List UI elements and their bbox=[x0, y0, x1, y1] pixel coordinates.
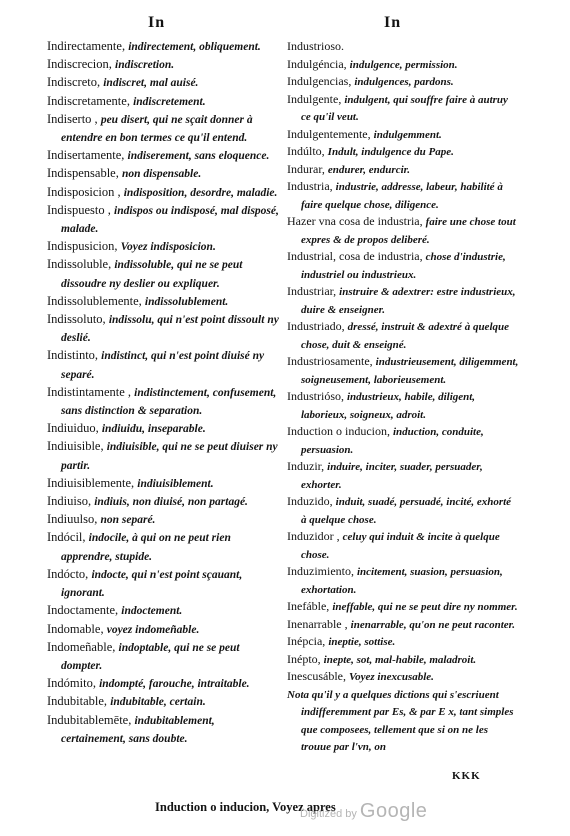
dictionary-entry bbox=[47, 347, 279, 383]
entry-headword: Indiuulso, bbox=[47, 512, 101, 527]
dictionary-entry bbox=[47, 675, 279, 693]
entry-headword: Inefáble, bbox=[287, 599, 333, 613]
dictionary-entry bbox=[47, 529, 279, 565]
entry-headword: Indispuesto , bbox=[47, 202, 115, 217]
entry-translation: indiserement, sans eloquence. bbox=[127, 150, 270, 163]
entry-translation: indoptable, qui ne se peut dompter. bbox=[61, 641, 240, 672]
entry-headword: Inépcia, bbox=[287, 634, 329, 648]
entry-translation: induit, suadé, persuadé, incité, exhorté à quelque chose. bbox=[301, 496, 512, 526]
entry-headword: Industrial, cosa de industria, bbox=[287, 249, 426, 263]
entry-headword: Inescusáble, bbox=[287, 669, 349, 683]
entry-headword: Indispusicion, bbox=[47, 239, 121, 254]
entry-translation: indubitablement, certainement, sans doubte. bbox=[61, 714, 215, 745]
dictionary-entry bbox=[47, 165, 279, 183]
entry-translation: faire une chose tout expres & de propos deliberé. bbox=[301, 216, 516, 246]
dictionary-entry bbox=[287, 161, 519, 179]
entry-translation: Voyez inexcusable. bbox=[348, 671, 434, 683]
entry-headword: Indulgéncia, bbox=[287, 56, 350, 71]
entry-translation: peu disert, qui ne sçait donner à entendre en bon termes ce qu'il entend. bbox=[61, 113, 253, 145]
entry-translation: incitement, suasion, persuasion, exhortation. bbox=[301, 566, 503, 596]
entry-headword: Industriado, bbox=[287, 319, 348, 333]
entry-headword: Inenarrable , bbox=[287, 616, 351, 631]
entry-headword: Indubitable, bbox=[47, 694, 111, 709]
entry-translation: indisposition, desordre, maladie. bbox=[123, 186, 278, 199]
dictionary-entry bbox=[47, 202, 279, 238]
entry-translation: induction, conduite, persuasion. bbox=[301, 426, 484, 456]
dictionary-entry bbox=[47, 566, 279, 602]
dictionary-entry bbox=[287, 598, 519, 616]
dictionary-entry bbox=[47, 38, 279, 56]
entry-translation: indiuisiblement. bbox=[137, 477, 214, 490]
entry-headword: Induzimiento, bbox=[287, 564, 357, 578]
entry-headword: Indiscretamente, bbox=[47, 93, 134, 108]
entry-headword: Induction o inducion, bbox=[287, 424, 393, 438]
entry-headword: Indistinto, bbox=[47, 348, 102, 363]
entry-headword: Indisertamente, bbox=[47, 148, 128, 163]
entry-headword: Indulgentemente, bbox=[287, 126, 374, 141]
entry-headword: Indissoluto, bbox=[47, 312, 109, 327]
dictionary-entry bbox=[47, 147, 279, 165]
entry-headword: Indiscreto, bbox=[47, 75, 104, 90]
entry-translation: indiuisible, qui ne se peut diuiser ny partir. bbox=[61, 441, 278, 472]
entry-translation: industrieusement, diligemment, soigneusement, laborieusement. bbox=[301, 356, 519, 386]
entry-translation: chose d'industrie, industriel ou industrieux. bbox=[301, 251, 506, 281]
entry-headword: Indócil, bbox=[47, 530, 89, 545]
entry-translation: indoctement. bbox=[121, 605, 183, 618]
entry-headword: Indoctamente, bbox=[47, 603, 122, 618]
digitized-watermark bbox=[300, 800, 427, 823]
dictionary-entry bbox=[287, 388, 519, 423]
entry-translation: ineptie, sottise. bbox=[328, 636, 396, 648]
entry-translation: indissolu, qui n'est point dissoult ny deslié. bbox=[61, 314, 279, 345]
dictionary-entry bbox=[47, 384, 279, 420]
right-column bbox=[287, 38, 519, 756]
entry-headword: Indirectamente, bbox=[47, 39, 129, 53]
entry-translation: indistinctement, confusement, sans distinction & separation. bbox=[61, 386, 277, 418]
running-head-left: In bbox=[148, 14, 166, 31]
entry-translation: Indult, indulgence du Pape. bbox=[327, 146, 454, 158]
dictionary-entry bbox=[287, 91, 519, 126]
entry-translation: indistinct, qui n'est point diuisé ny separé. bbox=[61, 350, 265, 381]
dictionary-entry bbox=[287, 651, 519, 669]
catchword: Induction o inducion, Voyez apres bbox=[155, 800, 336, 814]
entry-headword: Indulgente, bbox=[287, 91, 345, 106]
entry-translation: dressé, instruit & adextré à quelque chose, duit & enseigné. bbox=[301, 321, 509, 351]
entry-translation: indissolublement. bbox=[144, 295, 229, 308]
entry-translation: non dispensable. bbox=[121, 168, 202, 181]
signature-mark: KKK bbox=[452, 770, 481, 782]
watermark-small: Digitized by bbox=[300, 808, 360, 820]
entry-translation: ineffable, qui ne se peut dire ny nommer. bbox=[332, 601, 518, 613]
dictionary-entry bbox=[47, 74, 279, 92]
entry-translation: indulgences, pardons. bbox=[354, 76, 454, 88]
entry-translation: indompté, farouche, intraitable. bbox=[99, 678, 250, 691]
entry-translation: celuy qui induit & incite à quelque chose. bbox=[301, 531, 500, 561]
entry-translation: Voyez indisposicion. bbox=[120, 241, 216, 254]
entry-headword: Indurar, bbox=[287, 161, 328, 176]
entry-translation: indiscretement. bbox=[133, 95, 206, 108]
entry-headword: Indiuisiblemente, bbox=[47, 475, 138, 490]
dictionary-entry bbox=[47, 111, 279, 147]
dictionary-entry bbox=[47, 511, 279, 529]
dictionary-entry bbox=[287, 616, 519, 634]
entry-headword: Indócto, bbox=[47, 566, 92, 581]
dictionary-entry bbox=[287, 178, 519, 213]
entry-headword: Indiuisible, bbox=[47, 439, 107, 454]
entry-translation: indulgence, permission. bbox=[349, 58, 458, 71]
dictionary-entry bbox=[287, 493, 519, 528]
entry-headword: Indubitablemēte, bbox=[47, 712, 135, 727]
entry-headword: Induzidor , bbox=[287, 529, 343, 543]
entry-headword: Indiuiso, bbox=[47, 494, 95, 509]
entry-headword: Indulgencias, bbox=[287, 74, 355, 88]
dictionary-entry bbox=[47, 621, 279, 639]
entry-headword: Indúlto, bbox=[287, 144, 328, 158]
watermark-logo: Google bbox=[359, 800, 428, 822]
entry-headword: Indiuiduo, bbox=[47, 421, 102, 436]
entry-translation: indissoluble, qui ne se peut dissoudre ny deslier ou expliquer. bbox=[61, 259, 243, 290]
dictionary-entry bbox=[287, 563, 519, 598]
entry-headword: Industriar, bbox=[287, 284, 340, 298]
dictionary-entry bbox=[47, 93, 279, 111]
dictionary-entry bbox=[287, 528, 519, 563]
dictionary-entry bbox=[47, 639, 279, 675]
entry-translation: indocile, à qui on ne peut rien apprendre, stupide. bbox=[61, 532, 231, 563]
entry-translation: indispos ou indisposé, mal disposé, malade. bbox=[61, 204, 279, 236]
dictionary-entry bbox=[287, 458, 519, 493]
entry-headword: Indómito, bbox=[47, 676, 100, 691]
entry-headword: Inépto, bbox=[287, 651, 324, 666]
entry-headword: Induzir, bbox=[287, 459, 328, 473]
dictionary-entry bbox=[47, 56, 279, 74]
entry-translation: indirectement, obliquement. bbox=[128, 41, 261, 53]
entry-translation: indubitable, certain. bbox=[110, 696, 206, 709]
dictionary-entry bbox=[47, 693, 279, 711]
entry-translation: indiscret, mal auisé. bbox=[103, 77, 199, 90]
entry-headword: Indiserto , bbox=[47, 111, 101, 126]
entry-translation: inenarrable, qu'on ne peut raconter. bbox=[350, 618, 516, 631]
dictionary-entry bbox=[47, 184, 279, 202]
entry-headword: Indispensable, bbox=[47, 166, 122, 181]
entry-translation: endurer, endurcir. bbox=[327, 163, 411, 176]
entry-headword: Industrióso, bbox=[287, 389, 347, 403]
entry-headword: Industria, bbox=[287, 179, 336, 193]
entry-headword: Induzido, bbox=[287, 494, 336, 508]
entry-translation: indiscretion. bbox=[115, 59, 175, 72]
left-column bbox=[47, 38, 279, 748]
dictionary-entry bbox=[287, 318, 519, 353]
dictionary-entry bbox=[287, 633, 519, 651]
entry-headword: Indissolublemente, bbox=[47, 293, 145, 308]
dictionary-entry bbox=[287, 423, 519, 458]
dictionary-entry bbox=[47, 493, 279, 511]
entry-translation: indulgemment. bbox=[373, 128, 442, 141]
dictionary-entry bbox=[287, 56, 519, 74]
entry-translation: indiuis, non diuisé, non partagé. bbox=[94, 496, 248, 509]
entry-translation: industrieux, habile, diligent, laborieux, soigneux, adroit. bbox=[301, 391, 476, 421]
running-head-right: In bbox=[384, 14, 402, 31]
dictionary-entry bbox=[47, 311, 279, 347]
entry-headword: Indistintamente , bbox=[47, 384, 135, 399]
dictionary-entry bbox=[287, 38, 519, 56]
entry-translation: voyez indomeñable. bbox=[106, 623, 200, 636]
entry-translation: indiuidu, inseparable. bbox=[101, 423, 206, 436]
entry-headword: Indiscrecion, bbox=[47, 57, 116, 72]
dictionary-entry bbox=[47, 256, 279, 292]
entry-headword: Indomable, bbox=[47, 621, 107, 636]
entry-translation: industrie, addresse, labeur, habilité à faire quelque chose, diligence. bbox=[301, 181, 503, 211]
dictionary-entry bbox=[287, 143, 519, 161]
dictionary-entry bbox=[47, 238, 279, 256]
entry-translation: instruire & adextrer: estre industrieux, duire & enseigner. bbox=[301, 286, 516, 316]
entry-translation: indulgent, qui souffre faire à autruy ce qu'il veut. bbox=[301, 93, 508, 123]
dictionary-entry bbox=[287, 248, 519, 283]
dictionary-entry bbox=[287, 353, 519, 388]
dictionary-entry bbox=[47, 293, 279, 311]
dictionary-entry bbox=[47, 712, 279, 748]
dictionary-entry bbox=[47, 420, 279, 438]
dictionary-entry bbox=[287, 668, 519, 686]
note-text: Nota qu'il y a quelques dictions qui s'escriuent indifferemment par Es, & par E x, tant simples que composees, tellement que si on ne les trouue par l'vn, on bbox=[287, 688, 514, 753]
entry-headword: Industriosamente, bbox=[287, 354, 376, 368]
dictionary-entry bbox=[47, 602, 279, 620]
entry-translation: indocte, qui n'est point sçauant, ignorant. bbox=[61, 568, 243, 600]
entry-headword: Indisposicion , bbox=[47, 184, 124, 199]
dictionary-entry bbox=[287, 73, 519, 91]
dictionary-entry bbox=[47, 438, 279, 474]
entry-headword: Hazer vna cosa de industria, bbox=[287, 214, 426, 228]
entry-headword: Indissoluble, bbox=[47, 257, 115, 272]
entry-headword: Industrioso. bbox=[287, 39, 344, 53]
dictionary-entry bbox=[287, 126, 519, 144]
dictionary-entry bbox=[287, 283, 519, 318]
entry-translation: inepte, sot, mal-habile, maladroit. bbox=[323, 653, 477, 666]
editorial-note bbox=[287, 686, 519, 756]
dictionary-entry bbox=[47, 475, 279, 493]
entry-translation: induire, inciter, suader, persuader, exhorter. bbox=[301, 461, 483, 491]
entry-translation: non separé. bbox=[100, 514, 156, 527]
dictionary-entry bbox=[287, 213, 519, 248]
entry-headword: Indomeñable, bbox=[47, 639, 119, 654]
